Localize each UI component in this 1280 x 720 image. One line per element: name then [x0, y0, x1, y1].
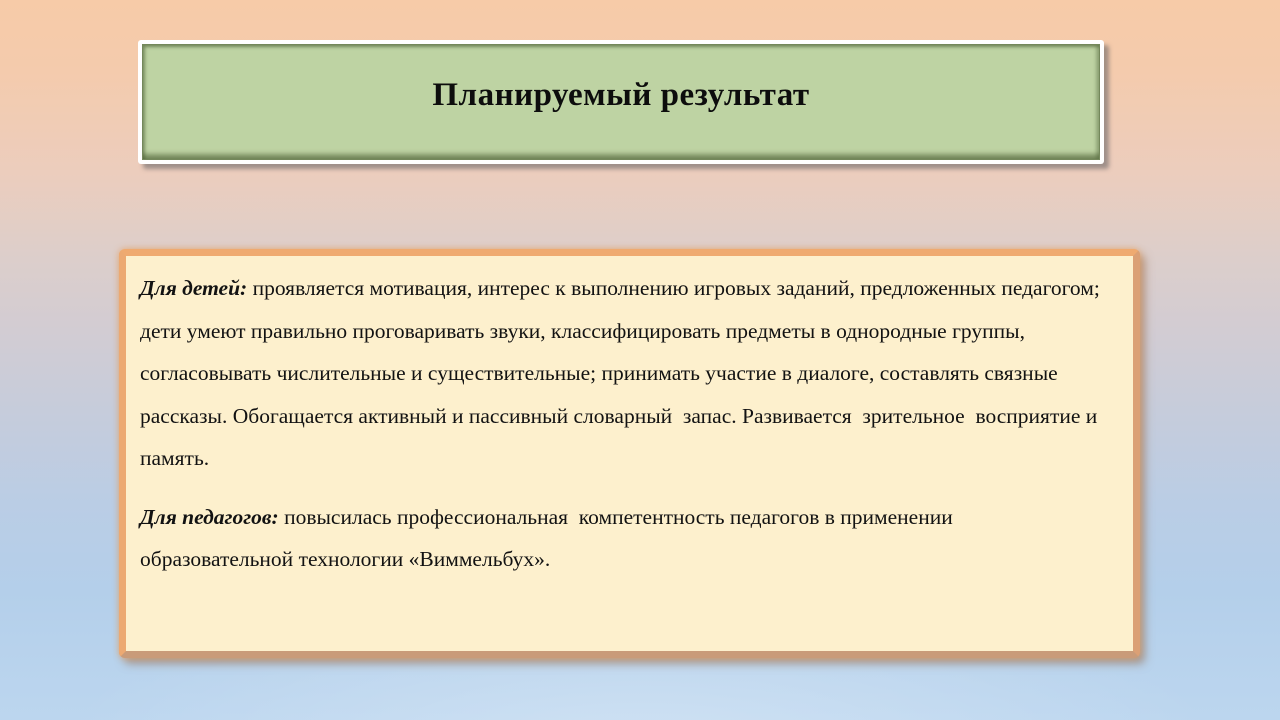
title-box [138, 40, 1104, 164]
paragraph-for-teachers [140, 496, 1111, 581]
paragraph-for-teachers-text: повысилась профессиональная компетентность педагогов в применении образовательной технологии «Виммельбух». [140, 504, 959, 571]
paragraph-for-teachers-lead: Для педагогов: [140, 504, 279, 529]
content-box [119, 249, 1140, 658]
slide-title: Планируемый результат [432, 77, 810, 113]
title-box-inner [142, 44, 1100, 160]
paragraph-for-children [140, 267, 1111, 480]
paragraph-for-children-lead: Для детей: [140, 276, 248, 300]
paragraph-for-children-text: проявляется мотивация, интерес к выполнению игровых заданий, предложенных педагогом; дети умеют правильно проговаривать звуки, классифицировать предметы в однородные группы, согласовывать числительные и существительные; принимать участие в диалоге, составлять связные рассказы. Обогащается активный и пассивный словарный запас. Развивается зрительное восприятие и память. [140, 276, 1106, 470]
